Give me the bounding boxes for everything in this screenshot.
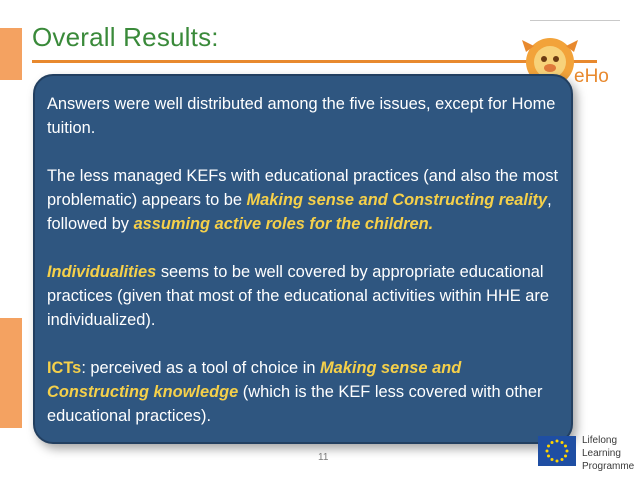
results-panel	[33, 74, 573, 444]
highlight-individualities: Individualities	[47, 263, 157, 281]
paragraph-icts	[47, 356, 567, 428]
lifelong-learning-programme-label	[582, 434, 634, 473]
results-text	[47, 92, 567, 428]
paragraph-3-text: seems to be well covered by appropriate educational practices (given that most of the educational activities within HHE are individualized).	[47, 263, 549, 329]
left-accent-strip-top	[0, 28, 22, 80]
slide-title: Overall Results:	[32, 22, 219, 52]
paragraph-individualities	[47, 260, 567, 332]
programme-line-2: Learning	[582, 448, 621, 459]
paragraph-distribution	[47, 92, 567, 140]
logo-text: eHo	[574, 66, 609, 87]
paragraph-less-managed-kefs	[47, 164, 567, 236]
paragraph-2-text-c: , followed by	[47, 191, 552, 233]
highlight-making-sense-reality: Making sense and Constructing reality	[246, 191, 548, 209]
highlight-icts: ICTs	[47, 359, 82, 377]
highlight-active-roles: assuming active roles for the children.	[133, 215, 434, 233]
paragraph-2-text-a: The less managed KEFs with educational practices (and also the most problematic) appears to be	[47, 167, 559, 209]
left-accent-strip-bottom	[0, 318, 22, 428]
page-number: 11	[318, 452, 329, 463]
corner-rule	[530, 20, 620, 21]
paragraph-4-text-d: (which is the KEF less covered with other educational practices).	[47, 383, 543, 425]
programme-line-3: Programme	[582, 461, 635, 472]
eu-flag-icon	[538, 432, 576, 470]
paragraph-1-text: Answers were well distributed among the five issues, except for Home tuition.	[47, 95, 556, 137]
title-underline	[32, 60, 597, 63]
highlight-making-sense-knowledge: Making sense and Constructing knowledge	[47, 359, 462, 401]
programme-line-1: Lifelong	[582, 435, 618, 446]
paragraph-4-text-b: : perceived as a tool of choice in	[81, 359, 321, 377]
